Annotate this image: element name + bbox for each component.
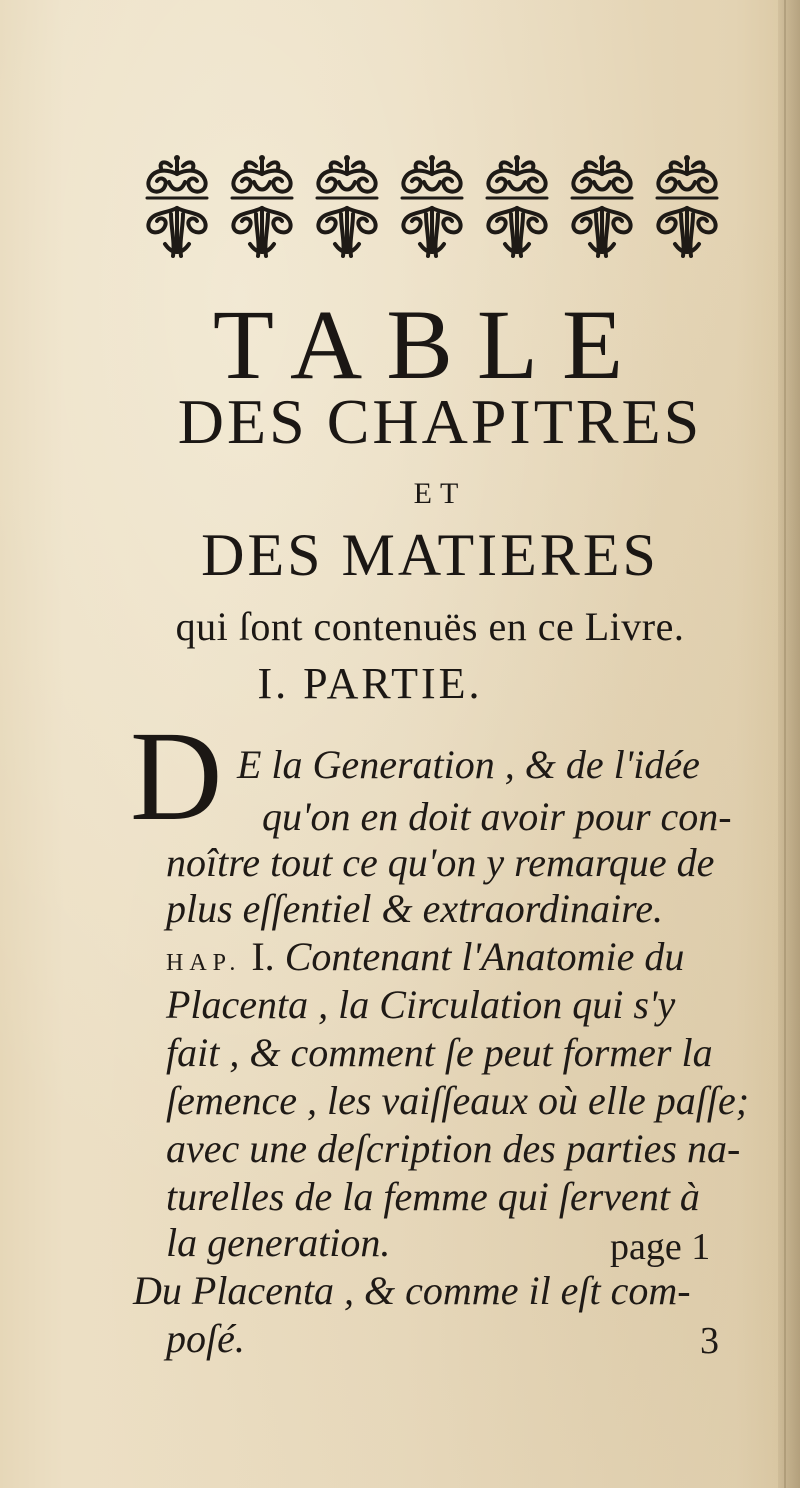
chapter-label: HAP.	[166, 950, 242, 976]
title-et: ET	[413, 477, 467, 510]
title-des-chapitres: DES CHAPITRES	[177, 386, 703, 457]
chapter-line: ſemence , les vaiſſeaux où elle paſſe;	[166, 1078, 750, 1123]
drop-cap: D	[130, 705, 223, 847]
title-des-matieres: DES MATIERES	[201, 522, 659, 588]
intro-line: plus eſſentiel & extraordinaire.	[166, 886, 663, 931]
chapter-heading-line	[166, 934, 684, 986]
part-heading: I. PARTIE.	[257, 659, 483, 708]
chapter-line: turelles de la femme qui ſervent à	[166, 1174, 700, 1219]
chapter-line: avec une deſcription des parties na-	[166, 1126, 741, 1171]
title-subline: qui ſont contenuës en ce Livre.	[175, 604, 685, 649]
page-title: TABLE	[212, 289, 648, 400]
entry-line: poſé.	[166, 1316, 245, 1361]
chapter-line: fait , & comment ſe peut former la	[166, 1030, 713, 1075]
entry-line: Du Placenta , & comme il eſt com-	[133, 1268, 691, 1313]
intro-line: noître tout ce qu'on y remarque de	[166, 840, 715, 885]
page-edge-line	[784, 0, 786, 1488]
chapter-text: Contenant l'Anatomie du	[284, 934, 685, 979]
chapter-line: la generation.	[166, 1220, 391, 1265]
fleuron-band-icon	[135, 150, 730, 265]
page-number: 3	[700, 1320, 719, 1362]
intro-line: qu'on en doit avoir pour con-	[262, 794, 732, 839]
page-edge-shadow	[778, 0, 800, 1488]
intro-line: E la Generation , & de l'idée	[237, 742, 700, 787]
chapter-number: I.	[251, 934, 275, 979]
page-number: page 1	[610, 1226, 711, 1268]
chapter-line: Placenta , la Circulation qui s'y	[166, 982, 676, 1027]
